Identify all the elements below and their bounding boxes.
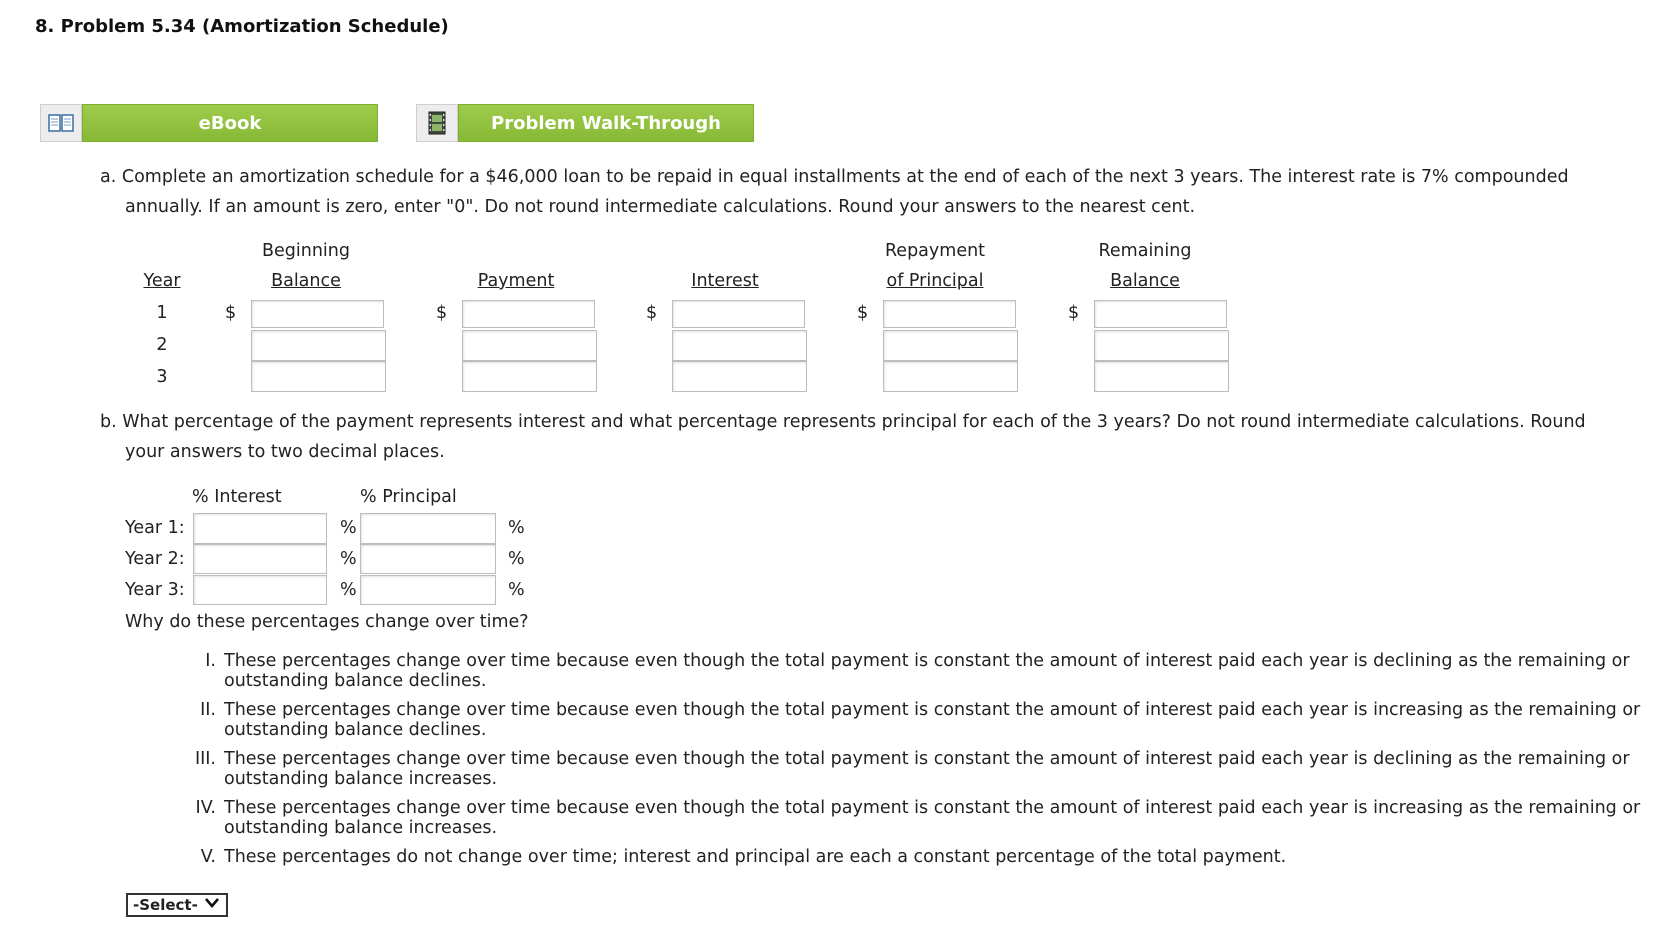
walkthrough-button[interactable]	[416, 104, 754, 142]
year-1-repayment-input[interactable]	[883, 300, 1016, 328]
header-payment: Payment	[477, 271, 555, 291]
option-text: These percentages do not change over time; interest and principal are each a constant percentage of the total payment.	[224, 847, 1287, 867]
option-text: These percentages change over time because even though the total payment is constant the amount of interest paid each year is increasing as the remaining or outstanding balance declines.	[224, 700, 1641, 740]
header-interest: Interest	[691, 271, 759, 291]
page-title: 8. Problem 5.34 (Amortization Schedule)	[35, 16, 449, 37]
option-5	[176, 847, 1646, 867]
dollar-sign: $	[1068, 303, 1080, 323]
year-2-label: 2	[156, 335, 168, 355]
year-2-pct-principal-input[interactable]	[360, 544, 496, 574]
part-b-line1: b. What percentage of the payment represents interest and what percentage represents principal for each of the 3 years? Do not round intermediate calculations. Round	[100, 412, 1586, 432]
option-text: These percentages change over time because even though the total payment is constant the amount of interest paid each year is declining as the remaining or outstanding balance increases.	[224, 749, 1630, 789]
option-number: IV.	[195, 798, 216, 818]
percent-sign: %	[340, 518, 357, 538]
option-text: These percentages change over time because even though the total payment is constant the amount of interest paid each year is declining as the remaining or outstanding balance declines.	[224, 651, 1630, 691]
header-of-principal: of Principal	[886, 271, 984, 291]
b-year-2-label: Year 2:	[125, 549, 185, 569]
option-text: These percentages change over time because even though the total payment is constant the amount of interest paid each year is increasing as the remaining or outstanding balance increases.	[224, 798, 1641, 838]
part-a-line1: a. Complete an amortization schedule for a $46,000 loan to be repaid in equal installments at the end of each of the next 3 years. The interest rate is 7% compounded	[100, 167, 1569, 187]
year-3-payment-input[interactable]	[462, 361, 597, 392]
year-2-payment-input[interactable]	[462, 330, 597, 361]
year-3-repayment-input[interactable]	[883, 361, 1018, 392]
header-pct-principal: % Principal	[360, 487, 457, 507]
option-1	[176, 651, 1646, 691]
percent-sign: %	[340, 580, 357, 600]
header-remaining-balance: Balance	[1110, 271, 1180, 291]
year-1-label: 1	[156, 303, 168, 323]
year-2-repayment-input[interactable]	[883, 330, 1018, 361]
option-number: III.	[194, 749, 216, 769]
part-a-line2: annually. If an amount is zero, enter "0". Do not round intermediate calculations. Round your answers to the nearest cent.	[125, 197, 1196, 217]
year-3-pct-principal-input[interactable]	[360, 575, 496, 605]
ebook-button[interactable]	[40, 104, 378, 142]
dollar-sign: $	[646, 303, 658, 323]
percent-sign: %	[340, 549, 357, 569]
book-icon	[40, 104, 82, 142]
year-1-beginning-balance-input[interactable]	[251, 300, 384, 328]
year-2-pct-interest-input[interactable]	[193, 544, 327, 574]
part-b-instructions	[100, 407, 1640, 467]
why-question: Why do these percentages change over time?	[125, 612, 529, 632]
b-year-3-label: Year 3:	[125, 580, 185, 600]
header-year: Year	[143, 271, 181, 291]
percent-sign: %	[508, 580, 525, 600]
ebook-label: eBook	[82, 104, 378, 142]
header-pct-interest: % Interest	[192, 487, 282, 507]
b-year-1-label: Year 1:	[125, 518, 185, 538]
select-label: -Select-	[133, 896, 198, 914]
year-3-remaining-balance-input[interactable]	[1094, 361, 1229, 392]
year-1-pct-interest-input[interactable]	[193, 513, 327, 544]
part-a-instructions	[100, 162, 1640, 222]
part-b-line2: your answers to two decimal places.	[125, 442, 445, 462]
film-icon	[416, 104, 458, 142]
walkthrough-label: Problem Walk-Through	[458, 104, 754, 142]
header-remaining: Remaining	[1098, 241, 1192, 261]
year-1-remaining-balance-input[interactable]	[1094, 300, 1227, 328]
percent-sign: %	[508, 518, 525, 538]
year-2-beginning-balance-input[interactable]	[251, 330, 386, 361]
header-beginning: Beginning	[262, 241, 350, 261]
year-1-payment-input[interactable]	[462, 300, 595, 328]
percent-sign: %	[508, 549, 525, 569]
chevron-down-icon	[204, 897, 220, 913]
answer-select[interactable]	[126, 893, 228, 917]
year-3-pct-interest-input[interactable]	[193, 575, 327, 605]
option-number: II.	[200, 700, 216, 720]
dollar-sign: $	[436, 303, 448, 323]
option-number: V.	[200, 847, 216, 867]
year-1-pct-principal-input[interactable]	[360, 513, 496, 544]
header-balance: Balance	[271, 271, 341, 291]
year-2-interest-input[interactable]	[672, 330, 807, 361]
option-2	[176, 700, 1646, 740]
year-3-beginning-balance-input[interactable]	[251, 361, 386, 392]
option-3	[176, 749, 1646, 789]
dollar-sign: $	[225, 303, 237, 323]
dollar-sign: $	[857, 303, 869, 323]
option-number: I.	[205, 651, 216, 671]
year-3-interest-input[interactable]	[672, 361, 807, 392]
answer-options	[176, 651, 1646, 876]
option-4	[176, 798, 1646, 838]
year-3-label: 3	[156, 367, 168, 387]
header-repayment: Repayment	[884, 241, 986, 261]
year-1-interest-input[interactable]	[672, 300, 805, 328]
year-2-remaining-balance-input[interactable]	[1094, 330, 1229, 361]
